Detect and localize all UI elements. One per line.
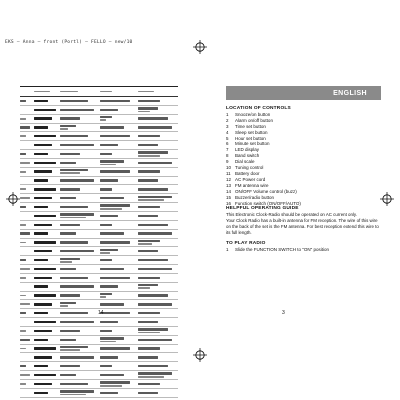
helpful-paragraph-1: This Electronic Clock-Radio should be operated on AC current only. — [226, 212, 357, 218]
table-row — [20, 300, 178, 309]
table-row — [20, 124, 178, 133]
table-row — [20, 274, 178, 283]
table-row — [20, 106, 178, 115]
control-label: FM antenna wire — [235, 182, 269, 188]
table-row — [20, 141, 178, 150]
control-label: Time set button — [235, 123, 266, 129]
controls-list — [226, 112, 382, 207]
registration-mark-top — [193, 40, 207, 54]
page-number-left: 14 — [98, 310, 104, 316]
table-row — [20, 247, 178, 256]
control-label: Minute set button — [235, 141, 270, 147]
control-number: 15 — [226, 194, 232, 200]
table-row — [20, 283, 178, 292]
control-label: Function switch (ON/OFF/AUTO) — [235, 200, 301, 206]
play-step — [226, 247, 382, 253]
page-number-right: 3 — [282, 310, 285, 316]
table-row — [20, 132, 178, 141]
control-number: 9 — [226, 159, 229, 165]
table-row — [20, 203, 178, 212]
table-row — [20, 371, 178, 380]
control-label: Band switch — [235, 153, 260, 159]
left-page — [20, 80, 180, 308]
control-number: 13 — [226, 182, 232, 188]
control-number: 10 — [226, 165, 232, 171]
control-label: Snooze/on button — [235, 111, 271, 117]
table-row — [20, 150, 178, 159]
print-slug: EKS – Anna – front (Portl) – FELLO – new/10 — [5, 40, 133, 45]
control-label: Alarm on/off button — [235, 117, 273, 123]
table-row — [20, 353, 178, 362]
control-number: 4 — [226, 129, 229, 135]
table-row — [20, 177, 178, 186]
table-row — [20, 185, 178, 194]
control-label: LED display — [235, 147, 260, 153]
control-label: Hour set button — [235, 135, 266, 141]
play-radio-title: TO PLAY RADIO — [226, 240, 266, 246]
table-column-header — [20, 87, 178, 97]
spec-table — [20, 86, 178, 398]
step-label: Slide the FUNCTION SWITCH to "ON" position — [235, 246, 329, 252]
table-row — [20, 265, 178, 274]
location-title: LOCATION OF CONTROLS — [226, 106, 291, 111]
table-row — [20, 327, 178, 336]
table-row — [20, 168, 178, 177]
table-row — [20, 389, 178, 398]
language-header-bar — [226, 86, 381, 100]
right-page — [226, 86, 384, 310]
registration-mark-left — [6, 192, 20, 206]
control-number: 14 — [226, 188, 232, 194]
control-number: 11 — [226, 170, 231, 176]
control-number: 1 — [226, 111, 229, 117]
control-number: 8 — [226, 153, 229, 159]
control-label: Dial scale — [235, 159, 255, 165]
table-row — [20, 97, 178, 106]
table-row — [20, 212, 178, 221]
control-number: 5 — [226, 135, 229, 141]
table-row — [20, 239, 178, 248]
control-number: 6 — [226, 141, 229, 147]
table-row — [20, 115, 178, 124]
helpful-paragraph-2: Your Clock Radio has a built-in antenna for FM reception. The wire of this wire on the back of the set is the FM antenna. For best reception extend this wire to its full length. — [226, 218, 379, 236]
table-row — [20, 362, 178, 371]
control-label: Buzzer/radio button — [235, 194, 275, 200]
instructions-content — [226, 106, 382, 253]
control-label: AC Power cord — [235, 176, 266, 182]
control-number: 7 — [226, 147, 229, 153]
table-row — [20, 221, 178, 230]
step-number: 1 — [226, 246, 229, 252]
table-row — [20, 159, 178, 168]
helpful-guide-title: HELPFUL OPERATING GUIDE — [226, 206, 299, 212]
control-label: Tuning control — [235, 165, 264, 171]
control-label: Sleep set button — [235, 129, 268, 135]
table-row — [20, 380, 178, 389]
control-number: 3 — [226, 123, 229, 129]
control-number: 16 — [226, 200, 232, 206]
control-label: Battery door — [235, 170, 260, 176]
table-row — [20, 292, 178, 301]
control-label: ON/OFF Volume control (buzz) — [235, 188, 297, 194]
control-number: 2 — [226, 117, 229, 123]
table-row — [20, 230, 178, 239]
play-steps-list — [226, 247, 382, 253]
table-row — [20, 336, 178, 345]
table-row — [20, 318, 178, 327]
table-row — [20, 256, 178, 265]
control-number: 12 — [226, 176, 232, 182]
registration-mark-bottom — [193, 348, 207, 362]
table-row — [20, 194, 178, 203]
language-label: ENGLISH — [333, 89, 367, 97]
table-row — [20, 345, 178, 354]
